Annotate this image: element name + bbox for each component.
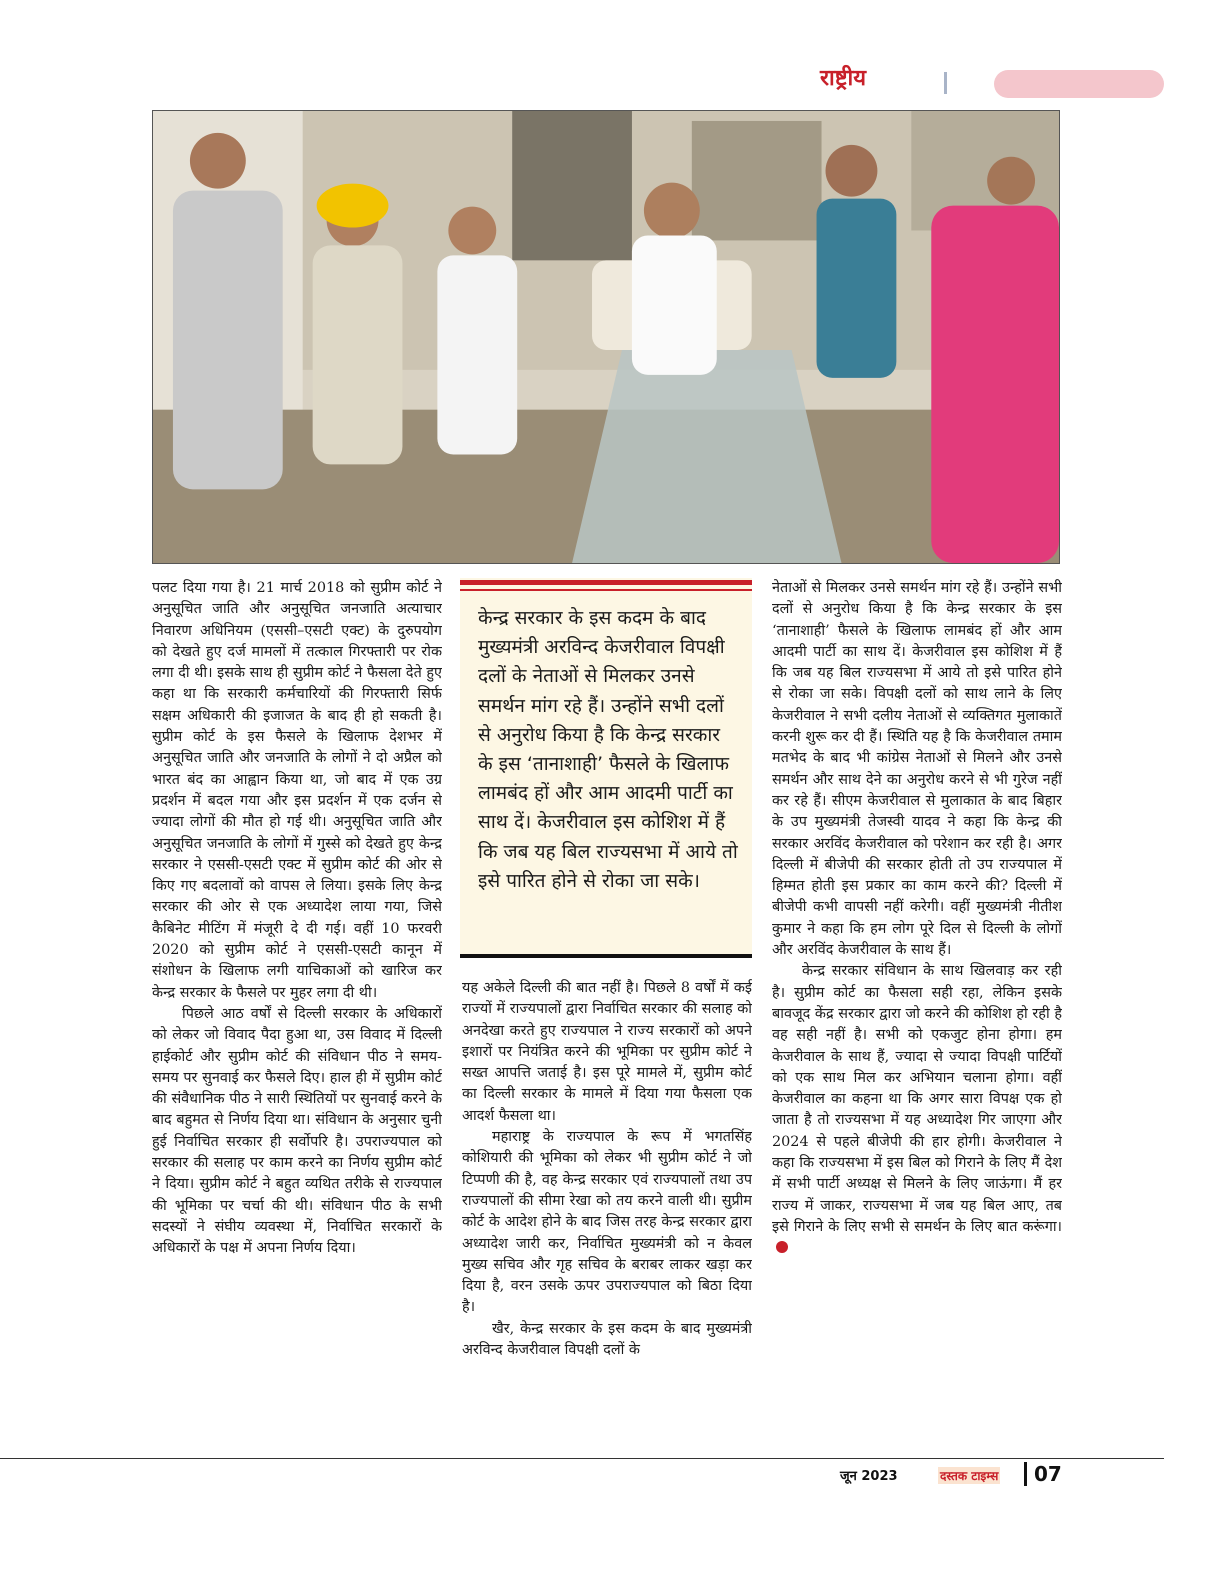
paragraph: पलट दिया गया है। 21 मार्च 2018 को सुप्रीम कोर्ट ने अनुसूचित जाति और अनुसूचित जनजाति अत्याचार निवारण अधिनियम (एससी–एसटी एक्ट) के दुरुपयोग को देखते हुए दर्ज मामलों में तत्काल गिरफ्तारी पर रोक लगा दी थी। इसके साथ ही सुप्रीम कोर्ट ने फैसला देते हुए कहा था कि सरकारी कर्मचारियों की गिरफ्तारी सिर्फ सक्षम अधिकारी की इजाजत के बाद ही हो सकती है। सुप्रीम कोर्ट के इस फैसले के खिलाफ देशभर में अनुसूचित जाति और जनजाति के लोगों ने दो अप्रैल को भारत बंद का आह्वान किया था, जो बाद में एक उग्र प्रदर्शन में बदल गया और इस प्रदर्शन में एक दर्जन से ज्यादा लोगों की मौत हो गई थी। अनुसूचित जाति और अनुसूचित जनजाति के लोगों में गुस्से को देखते हुए केन्द्र सरकार ने एससी-एसटी एक्ट में सुप्रीम कोर्ट की ओर से किए गए बदलावों को वापस ले लिया। इसके लिए केन्द्र सरकार की ओर से एक अध्यादेश लाया गया, जिसे कैबिनेट मीटिंग में मंजूरी दे दी गई। वहीं 10 फरवरी 2020 को सुप्रीम कोर्ट ने एससी-एसटी कानून में संशोधन के खिलाफ लगी याचिकाओं को खारिज कर केन्द्र सरकार के फैसले पर मुहर लगा दी थी। (152, 580, 442, 1001)
end-mark-icon (776, 1241, 788, 1253)
section-pill-decoration (994, 70, 1164, 98)
quote-top-rule-thin (460, 589, 752, 591)
article-column-2 (462, 978, 752, 1440)
pull-quote (460, 578, 752, 958)
article-column-1 (152, 578, 442, 1438)
paragraph: नेताओं से मिलकर उनसे समर्थन मांग रहे हैं। उन्होंने सभी दलों से अनुरोध किया है कि केन्द्र सरकार के इस ‘तानाशाही’ फैसले के खिलाफ लामबंद हों और आम आदमी पार्टी का साथ दें। केजरीवाल इस कोशिश में हैं कि जब यह बिल राज्यसभा में आये तो इसे पारित होने से रोका जा सके। विपक्षी दलों को साथ लाने के लिए केजरीवाल ने सभी दलीय नेताओं से व्यक्तिगत मुलाकातें करनी शुरू कर दी हैं। स्थिति यह है कि केजरीवाल तमाम मतभेद के बाद भी कांग्रेस नेताओं से मिलने और उनसे समर्थन और साथ देने का अनुरोध करने से भी गुरेज नहीं कर रहे हैं। सीएम केजरीवाल से मुलाकात के बाद बिहार के उप मुख्यमंत्री तेजस्वी यादव ने कहा कि केन्द्र की सरकार अरविंद केजरीवाल को परेशान कर रही है। अगर दिल्ली में बीजेपी की सरकार होती तो उप राज्यपाल में हिम्मत होती इस प्रकार का काम करने की? दिल्ली में बीजेपी कभी वापसी नहीं करेगी। वहीं मुख्यमंत्री नीतीश कुमार ने कहा कि हम लोग पूरे दिल से दिल्ली के लोगों और अरविंद केजरीवाल के साथ हैं। (772, 580, 1062, 959)
page-number: 07 (1034, 1462, 1062, 1486)
section-divider (944, 72, 947, 94)
issue-date: जून 2023 (840, 1469, 898, 1484)
meeting-photo-illustration (153, 111, 1059, 563)
article-photo (152, 110, 1060, 564)
paragraph: यह अकेले दिल्ली की बात नहीं है। पिछले 8 वर्षों में कई राज्यों में राज्यपालों द्वारा निर्वाचित सरकार की सलाह को अनदेखा करते हुए राज्यपाल ने राज्य सरकारों को अपने इशारों पर नियंत्रित करने की भूमिका पर सुप्रीम कोर्ट ने सख्त आपत्ति जताई है। इस पूरे मामले में, सुप्रीम कोर्ट का दिल्ली सरकार के मामले में दिया गया फैसला एक आदर्श फैसला था। (462, 980, 752, 1124)
paragraph: खैर, केन्द्र सरकार के इस कदम के बाद मुख्यमंत्री अरविन्द केजरीवाल विपक्षी दलों के (462, 1320, 752, 1359)
magazine-brand: दस्तक टाइम्स (940, 1469, 999, 1483)
footer-rule (0, 1458, 1164, 1459)
pull-quote-text: केन्द्र सरकार के इस कदम के बाद मुख्यमंत्री अरविन्द केजरीवाल विपक्षी दलों के नेताओं से मिलकर उनसे समर्थन मांग रहे हैं। उन्होंने सभी दलों से अनुरोध किया है कि केन्द्र सरकार के इस ‘तानाशाही’ फैसले के खिलाफ लामबंद हों और आम आदमी पार्टी का साथ दें। केजरीवाल इस कोशिश में हैं कि जब यह बिल राज्यसभा में आये तो इसे पारित होने से रोका जा सके। (478, 607, 738, 892)
quote-bottom-rule (460, 954, 752, 958)
paragraph: केन्द्र सरकार संविधान के साथ खिलवाड़ कर रही है। सुप्रीम कोर्ट का फैसला सही रहा, लेकिन इसके बावजूद केंद्र सरकार द्वारा जो करने की कोशिश हो रही है वह सही नहीं है। सभी को एकजुट होना होगा। हम केजरीवाल के साथ हैं, ज्यादा से ज्यादा विपक्षी पार्टियों को एक साथ मिल कर अभियान चलाना होगा। वहीं केजरीवाल का कहना था कि अगर सारा विपक्ष एक हो जाता है तो राज्यसभा में यह अध्यादेश गिर जाएगा और 2024 से पहले बीजेपी की हार होगी। केजरीवाल ने कहा कि राज्यसभा में इस बिल को गिराने के लिए मैं देश में सभी पार्टी अध्यक्ष से मिलने के लिए जाऊंगा। मैं हर राज्य में जाकर, राज्यसभा में जब यह बिल आए, तब इसे गिराने के लिए सभी से समर्थन के लिए बात करूंगा। (772, 963, 1062, 1235)
paragraph: पिछले आठ वर्षों से दिल्ली सरकार के अधिकारों को लेकर जो विवाद पैदा हुआ था, उस विवाद में दिल्ली हाईकोर्ट और सुप्रीम कोर्ट की संविधान पीठ ने समय-समय पर सुनवाई कर फैसले दिए। हाल ही में सुप्रीम कोर्ट की संवैधानिक पीठ ने सारी स्थितियों पर सुनवाई करने के बाद बहुमत से निर्णय दिया था। संविधान के अनुसार चुनी हुई निर्वाचित सरकार ही सर्वोपरि है। उपराज्यपाल को सरकार की सलाह पर काम करने का निर्णय सुप्रीम कोर्ट ने दिया। सुप्रीम कोर्ट ने बहुत व्यथित तरीके से राज्यपाल की भूमिका पर चर्चा की थी। संविधान पीठ के सभी सदस्यों ने संघीय व्यवस्था में, निर्वाचित सरकारों के अधिकारों के पक्ष में अपना निर्णय दिया। (152, 1005, 442, 1257)
article-column-3 (772, 578, 1062, 1440)
section-label: राष्ट्रीय (820, 66, 867, 91)
footer-separator (1024, 1462, 1027, 1486)
paragraph: महाराष्ट्र के राज्यपाल के रूप में भगतसिंह कोशियारी की भूमिका को लेकर भी सुप्रीम कोर्ट ने जो टिप्पणी की है, वह केन्द्र सरकार एवं राज्यपालों तथा उप राज्यपालों की सीमा रेखा को तय करने वाली थी। सुप्रीम कोर्ट के आदेश होने के बाद जिस तरह केन्द्र सरकार द्वारा अध्यादेश जारी कर, निर्वाचित मुख्यमंत्री को न केवल मुख्य सचिव और गृह सचिव के बराबर लाकर खड़ा कर दिया है, वरन उसके ऊपर उपराज्यपाल को बिठा दिया है। (462, 1129, 752, 1316)
quote-top-rule (460, 580, 752, 585)
